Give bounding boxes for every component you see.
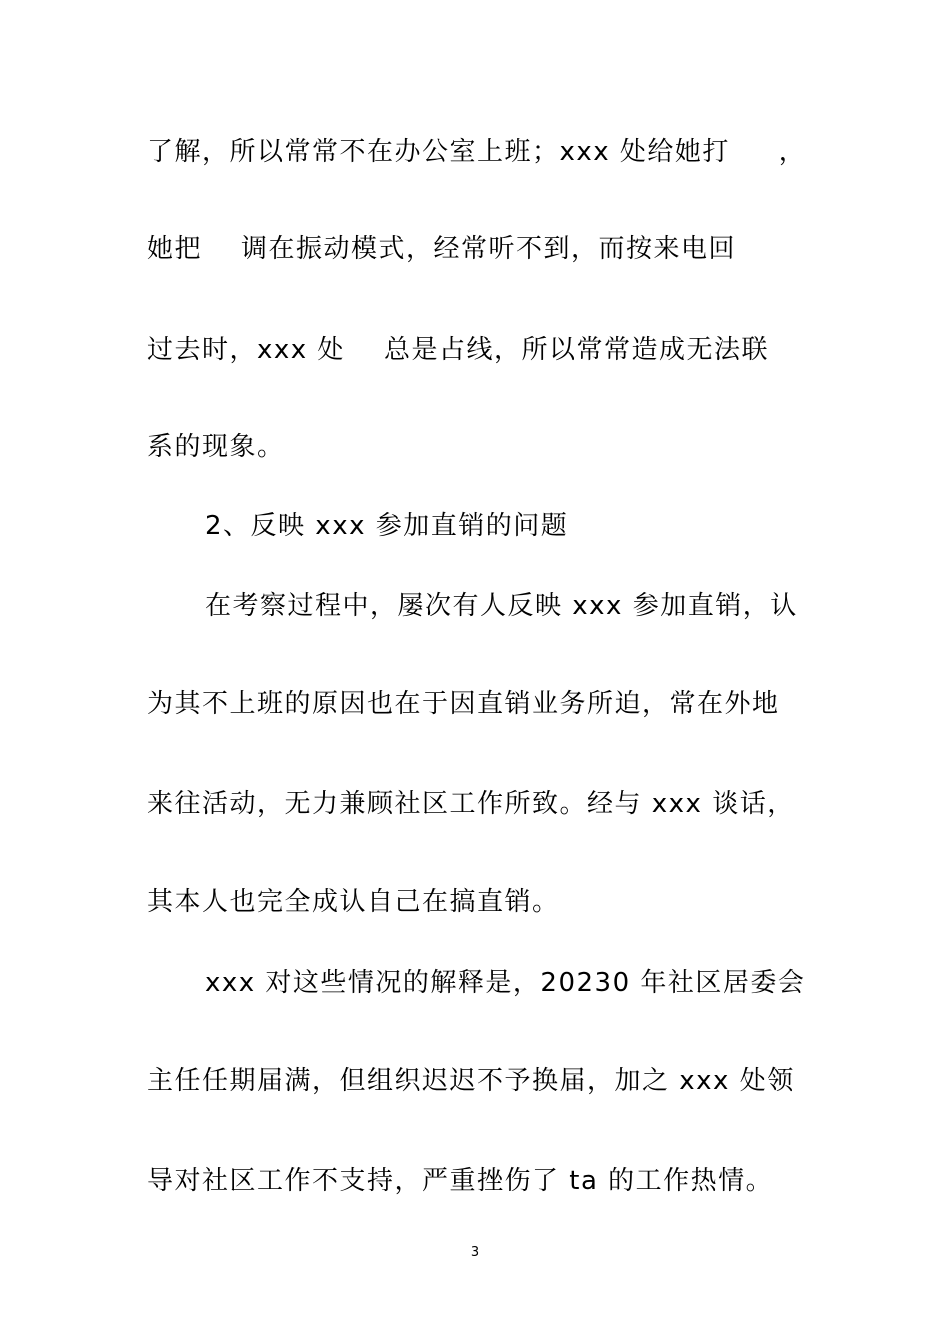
- paragraph-first-line: 在考察过程中，屡次有人反映 xxx 参加直销，认: [205, 591, 798, 621]
- text-line: 导对社区工作不支持，严重挫伤了 ta 的工作热情。: [147, 1166, 774, 1196]
- section-heading: 2、反映 xxx 参加直销的问题: [205, 511, 569, 541]
- text-line: 过去时，xxx 处 总是占线，所以常常造成无法联: [147, 335, 769, 365]
- text-line: 了解，所以常常不在办公室上班；xxx 处给她打 ，: [147, 137, 807, 167]
- text-line: 其本人也完全成认自己在搞直销。: [147, 887, 560, 917]
- text-line: 她把 调在振动模式，经常听不到，而按来电回: [147, 234, 737, 264]
- page-number: 3: [470, 1245, 480, 1260]
- paragraph-first-line: xxx 对这些情况的解释是，20230 年社区居委会: [205, 968, 806, 998]
- text-line: 主任任期届满，但组织迟迟不予换届，加之 xxx 处领: [147, 1066, 795, 1096]
- text-line: 为其不上班的原因也在于因直销业务所迫，常在外地: [147, 689, 780, 719]
- text-line: 系的现象。: [147, 432, 285, 462]
- text-line: 来往活动，无力兼顾社区工作所致。经与 xxx 谈话，: [147, 789, 795, 819]
